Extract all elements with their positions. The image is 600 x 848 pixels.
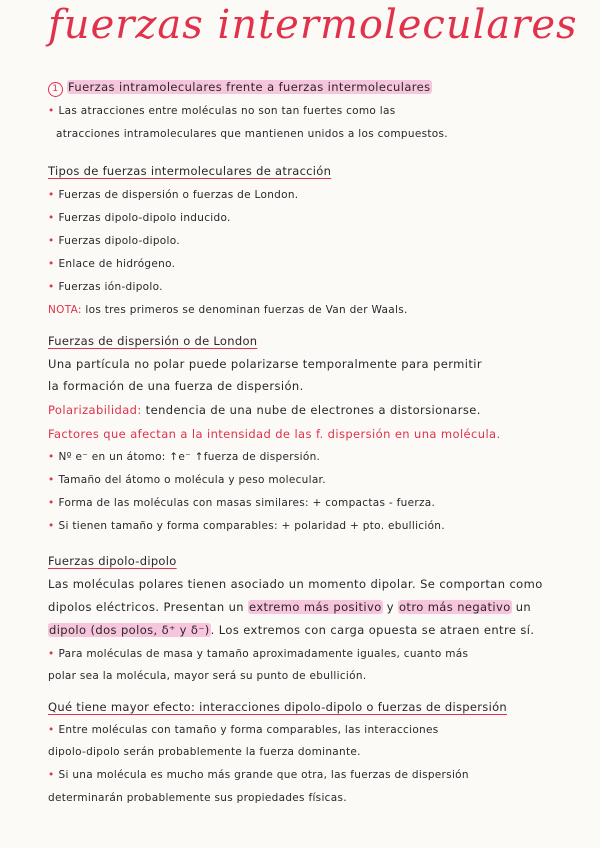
factor-item: • Forma de las moléculas con masas similares: + compactas - fuerza. bbox=[48, 497, 436, 509]
types-note bbox=[48, 303, 578, 317]
dispersion-line-1: Una partícula no polar puede polarizarse temporalmente para permitir bbox=[48, 357, 482, 371]
dispersion-heading: Fuerzas de dispersión o de London bbox=[48, 334, 258, 348]
section1-line-2: atracciones intramoleculares que mantienen unidos a los compuestos. bbox=[56, 128, 448, 140]
section-number-badge: 1 bbox=[48, 82, 63, 97]
bullet-icon: • bbox=[48, 258, 55, 270]
note-label: NOTA: bbox=[48, 304, 82, 316]
types-item: • Fuerzas dipolo-dipolo inducido. bbox=[48, 212, 231, 224]
highlight-negative: otro más negativo bbox=[398, 600, 511, 614]
dipole-line-5: polar sea la molécula, mayor será su punto de ebullición. bbox=[48, 670, 367, 682]
effect-heading: Qué tiene mayor efecto: interacciones dipolo-dipolo o fuerzas de dispersión bbox=[48, 700, 508, 714]
polarizability-line bbox=[48, 403, 578, 417]
section1-heading-row bbox=[48, 80, 578, 97]
dipole-line-2: dipolos eléctricos. Presentan un extremo más positivo y otro más negativo un bbox=[48, 600, 532, 614]
dipole-line-4: • Para moléculas de masa y tamaño aproximadamente iguales, cuanto más bbox=[48, 648, 469, 660]
bullet-icon: • bbox=[48, 520, 55, 532]
types-item: • Fuerzas dipolo-dipolo. bbox=[48, 235, 180, 247]
polarizability-label: Polarizabilidad: bbox=[48, 403, 142, 417]
bullet-icon: • bbox=[48, 189, 55, 201]
types-item: • Enlace de hidrógeno. bbox=[48, 258, 176, 270]
effect-line-2: dipolo-dipolo serán probablemente la fuerza dominante. bbox=[48, 746, 361, 758]
dispersion-line-2: la formación de una fuerza de dispersión. bbox=[48, 379, 304, 393]
bullet-icon: • bbox=[48, 648, 55, 660]
page-title: fuerzas intermoleculares bbox=[48, 2, 578, 48]
bullet-icon: • bbox=[48, 235, 55, 247]
effect-line-4: determinarán probablemente sus propiedades físicas. bbox=[48, 792, 347, 804]
factor-item: • Si tienen tamaño y forma comparables: + polaridad + pto. ebullición. bbox=[48, 520, 445, 532]
bullet-icon: • bbox=[48, 724, 55, 736]
factors-heading: Factores que afectan a la intensidad de las f. dispersión en una molécula. bbox=[48, 427, 501, 441]
effect-line-1: • Entre moléculas con tamaño y forma comparables, las interacciones bbox=[48, 724, 439, 736]
section1-line-1: • Las atracciones entre moléculas no son tan fuertes como las bbox=[48, 105, 396, 117]
bullet-icon: • bbox=[48, 281, 55, 293]
bullet-icon: • bbox=[48, 474, 55, 486]
bullet-icon: • bbox=[48, 769, 55, 781]
bullet-icon: • bbox=[48, 497, 55, 509]
dipole-line-1: Las moléculas polares tienen asociado un momento dipolar. Se comportan como bbox=[48, 577, 543, 591]
highlight-positive: extremo más positivo bbox=[249, 600, 382, 614]
dipole-line-3: dipolo (dos polos, δ⁺ y δ⁻). Los extremos con carga opuesta se atraen entre sí. bbox=[49, 623, 535, 637]
effect-line-3: • Si una molécula es mucho más grande que otra, las fuerzas de dispersión bbox=[48, 769, 469, 781]
types-item: • Fuerzas de dispersión o fuerzas de London. bbox=[48, 189, 299, 201]
bullet-icon: • bbox=[48, 212, 55, 224]
factor-item: • Tamaño del átomo o molécula y peso molecular. bbox=[48, 474, 326, 486]
bullet-icon: • bbox=[48, 451, 55, 463]
dipole-heading: Fuerzas dipolo-dipolo bbox=[48, 554, 177, 568]
types-heading: Tipos de fuerzas intermoleculares de atracción bbox=[48, 164, 332, 178]
factor-item: • Nº e⁻ en un átomo: ↑e⁻ ↑fuerza de dispersión. bbox=[48, 451, 321, 463]
note-text: los tres primeros se denominan fuerzas de Van der Waals. bbox=[81, 304, 408, 316]
section1-heading: Fuerzas intramoleculares frente a fuerzas intermoleculares bbox=[68, 80, 431, 94]
highlight-dipole: dipolo (dos polos, δ⁺ y δ⁻) bbox=[49, 623, 210, 637]
polarizability-text: tendencia de una nube de electrones a distorsionarse. bbox=[141, 403, 481, 417]
bullet-icon: • bbox=[48, 105, 55, 117]
types-item: • Fuerzas ión-dipolo. bbox=[48, 281, 163, 293]
